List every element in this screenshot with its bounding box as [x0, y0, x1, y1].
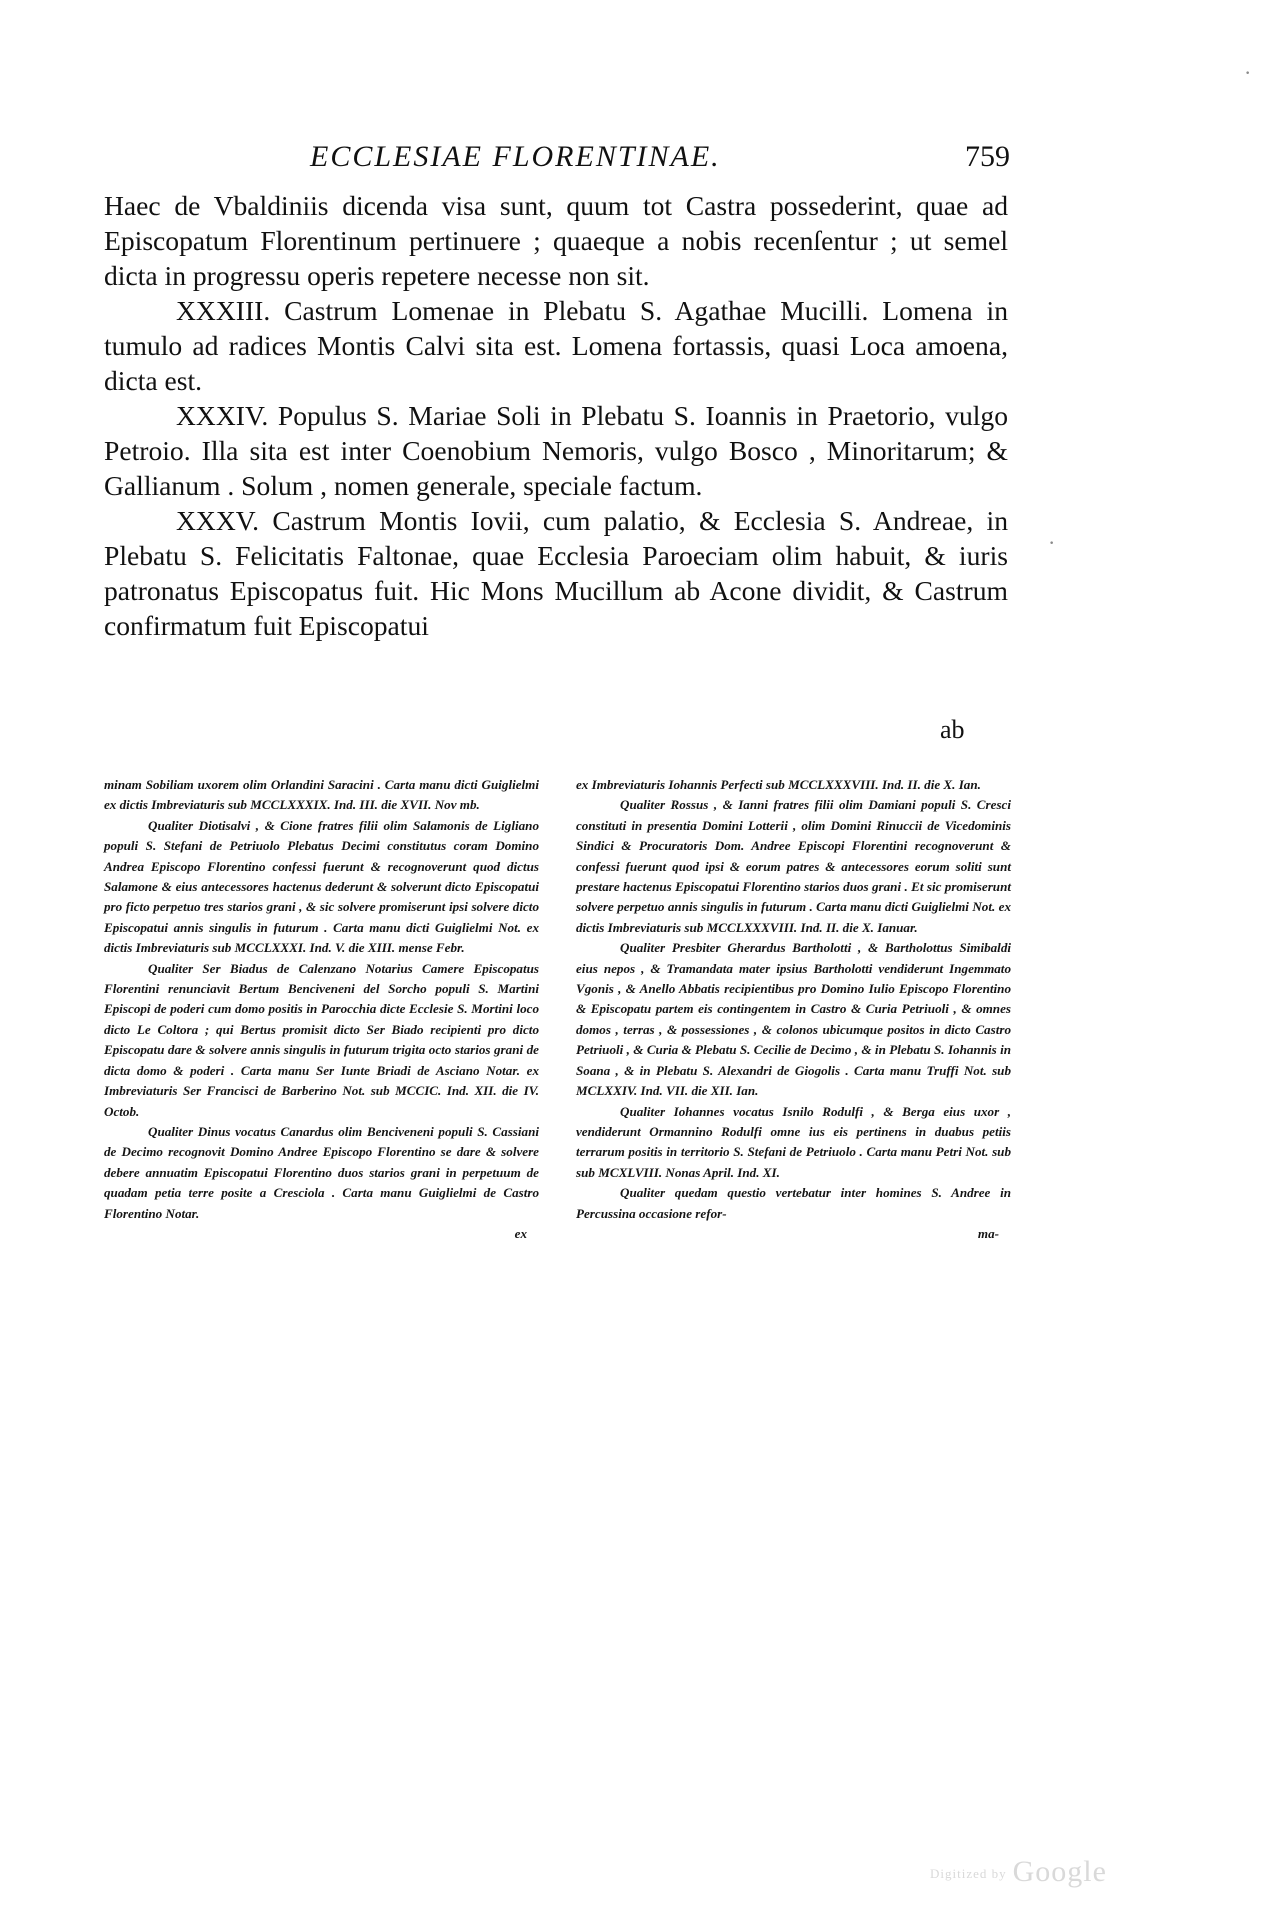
footnote-column-left: [104, 775, 539, 1244]
footnote-column-right: [576, 775, 1011, 1244]
digitized-label: Digitized by: [930, 1866, 1007, 1882]
paragraph-ubaldini: Haec de Vbaldiniis dicenda visa sunt, quum tot Castra possederint, quae ad Episcopatum Florentinum pertinuere ; quaeque a nobis recenſentur ; ut semel dicta in progressu operis repetere necesse non sit.: [104, 190, 1008, 291]
footnote-paragraph: Qualiter Iohannes vocatus Isnilo Rodulfi , & Berga eius uxor , vendiderunt Ormannino Rodulfi omne ius eis pertinens in duabus petiis terrarum positis in territorio S. Stefani de Petriuolo . Carta manu Petri Not. sub sub MCXLVIII. Nonas April. Ind. XI.: [576, 1103, 1011, 1180]
footnote-paragraph: ex Imbreviaturis Iohannis Perfecti sub MCCLXXXVIII. Ind. II. die X. Ian.: [576, 777, 981, 792]
google-watermark: [930, 1855, 1107, 1889]
footnote-paragraph: minam Sobiliam uxorem olim Orlandini Saracini . Carta manu dicti Guiglielmi ex dictis Imbreviaturis sub MCCLXXXIX. Ind. III. die XVII. Nov mb.: [104, 777, 539, 813]
footnote-paragraph: Qualiter Ser Biadus de Calenzano Notarius Camere Episcopatus Florentini renunciavit Bertum Benciveneni del Sorcho populi S. Martini Episcopi de poderi cum domo positis in Parocchia dicte Ecclesie S. Mortini loco dicto Le Coltora ; qui Bertus promisit dicto Ser Biado recipienti pro dicto Episcopatu dare & solvere annis singulis in futurum trigita octo starios grani de dicta domo & poderi . Carta manu Ser Iunte Briadi de Asciano Notar. ex Imbreviaturis Ser Francisci de Barberino Not. sub MCCIC. Ind. XII. die IV. Octob.: [104, 960, 539, 1119]
section-xxxiv: XXXIV. Populus S. Mariae Soli in Plebatu S. Ioannis in Praetorio, vulgo Petroio. Illa sita est inter Coenobium Nemoris, vulgo Bosco , Minoritarum; & Gallianum . Solum , nomen generale, speciale factum.: [104, 400, 1008, 501]
footnote-paragraph: Qualiter Presbiter Gherardus Bartholotti , & Bartholottus Simibaldi eius nepos , & Tramandata mater ipsius Bartholotti vendiderunt Ingemmato Vgonis , & Anello Abbatis recipientibus pro Domino Iulio Episcopo Florentino & Episcopatu partem eis contingentem in Castro & Curia Petriuoli , & omnes domos , terras , & possessiones , & colonos ubicumque positos in dicto Castro Petriuoli , & Curia & Plebatu S. Cecilie de Decimo , & in Plebatu S. Iohannis in Soana , & in Plebatu S. Alexandri de Giogolis . Carta manu Truffi Not. sub MCLXXIV. Ind. VII. die XII. Ian.: [576, 940, 1011, 1099]
footnote-paragraph: Qualiter Diotisalvi , & Cione fratres filii olim Salamonis de Ligliano populi S. Stefani de Petriuolo Plebatus Decimi constitutus coram Domino Andrea Episcopo Florentino confessi fuerunt & recognoverunt quod dictus Salamone & eius antecessores hactenus dederunt & solverunt dicto Episcopatui pro ficto perpetuo tres starios grani , & sic solvere promiserunt ipsi solvere dicto Episcopatui annis singulis in futurum . Carta manu dicti Guiglielmi Not. ex dictis Imbreviaturis sub MCCLXXXI. Ind. V. die XIII. mense Febr.: [104, 817, 539, 956]
scan-speck: ·: [1244, 60, 1252, 85]
page-number: 759: [965, 140, 1010, 173]
section-xxxiii: XXXIII. Castrum Lomenae in Plebatu S. Agathae Mucilli. Lomena in tumulo ad radices Montis Calvi sita est. Lomena fortassis, quasi Loca amoena, dicta est.: [104, 295, 1008, 396]
section-xxxv: XXXV. Castrum Montis Iovii, cum palatio, & Ecclesia S. Andreae, in Plebatu S. Felicitatis Faltonae, quae Ecclesia Paroeciam olim habuit, & iuris patronatus Episcopatus fuit. Hic Mons Mucillum ab Acone dividit, & Castrum confirmatum fuit Episcopatui: [104, 505, 1008, 641]
running-title: ECCLESIAE FLORENTINAE.: [310, 140, 721, 173]
catchword: ab: [940, 715, 965, 744]
footnote-catchword-right: ma-: [977, 1225, 999, 1241]
footnote-paragraph: Qualiter Dinus vocatus Canardus olim Benciveneni populi S. Cassiani de Decimo recognovit Domino Andree Episcopo Florentino se dare & solvere debere annuatim Episcopatui Florentino duos starios grani in perpetuum de quadam petia terre posite a Cresciola . Carta manu Guiglielmi de Castro Florentino Notar.: [104, 1123, 539, 1221]
scan-speck: ·: [1048, 530, 1056, 555]
google-logo: Google: [1012, 1855, 1107, 1888]
main-text: [104, 188, 1008, 643]
footnote-paragraph: Qualiter Rossus , & Ianni fratres filii olim Damiani populi S. Cresci constituti in presentia Domini Lotterii , olim Domini Rinuccii de Vicedominis Sindici & Procuratoris Dom. Andree Episcopi Florentini recognoverunt & confessi fuerunt quod ipsi & eorum patres & antecessores eorum soliti sunt prestare hactenus Episcopatui Florentino starios duos grani . Et sic promiserunt solvere perpetuo annis singulis in futurum . Carta manu dicti Guiglielmi Not. ex dictis Imbreviaturis sub MCCLXXXVIII. Ind. II. die X. Ianuar.: [576, 797, 1011, 935]
footnote-paragraph: Qualiter quedam questio vertebatur inter homines S. Andree in Percussina occasione refor-: [576, 1185, 1011, 1221]
footnote-catchword-left: ex: [514, 1225, 527, 1241]
page-header: [310, 140, 1010, 180]
footnotes: [104, 775, 1014, 1655]
